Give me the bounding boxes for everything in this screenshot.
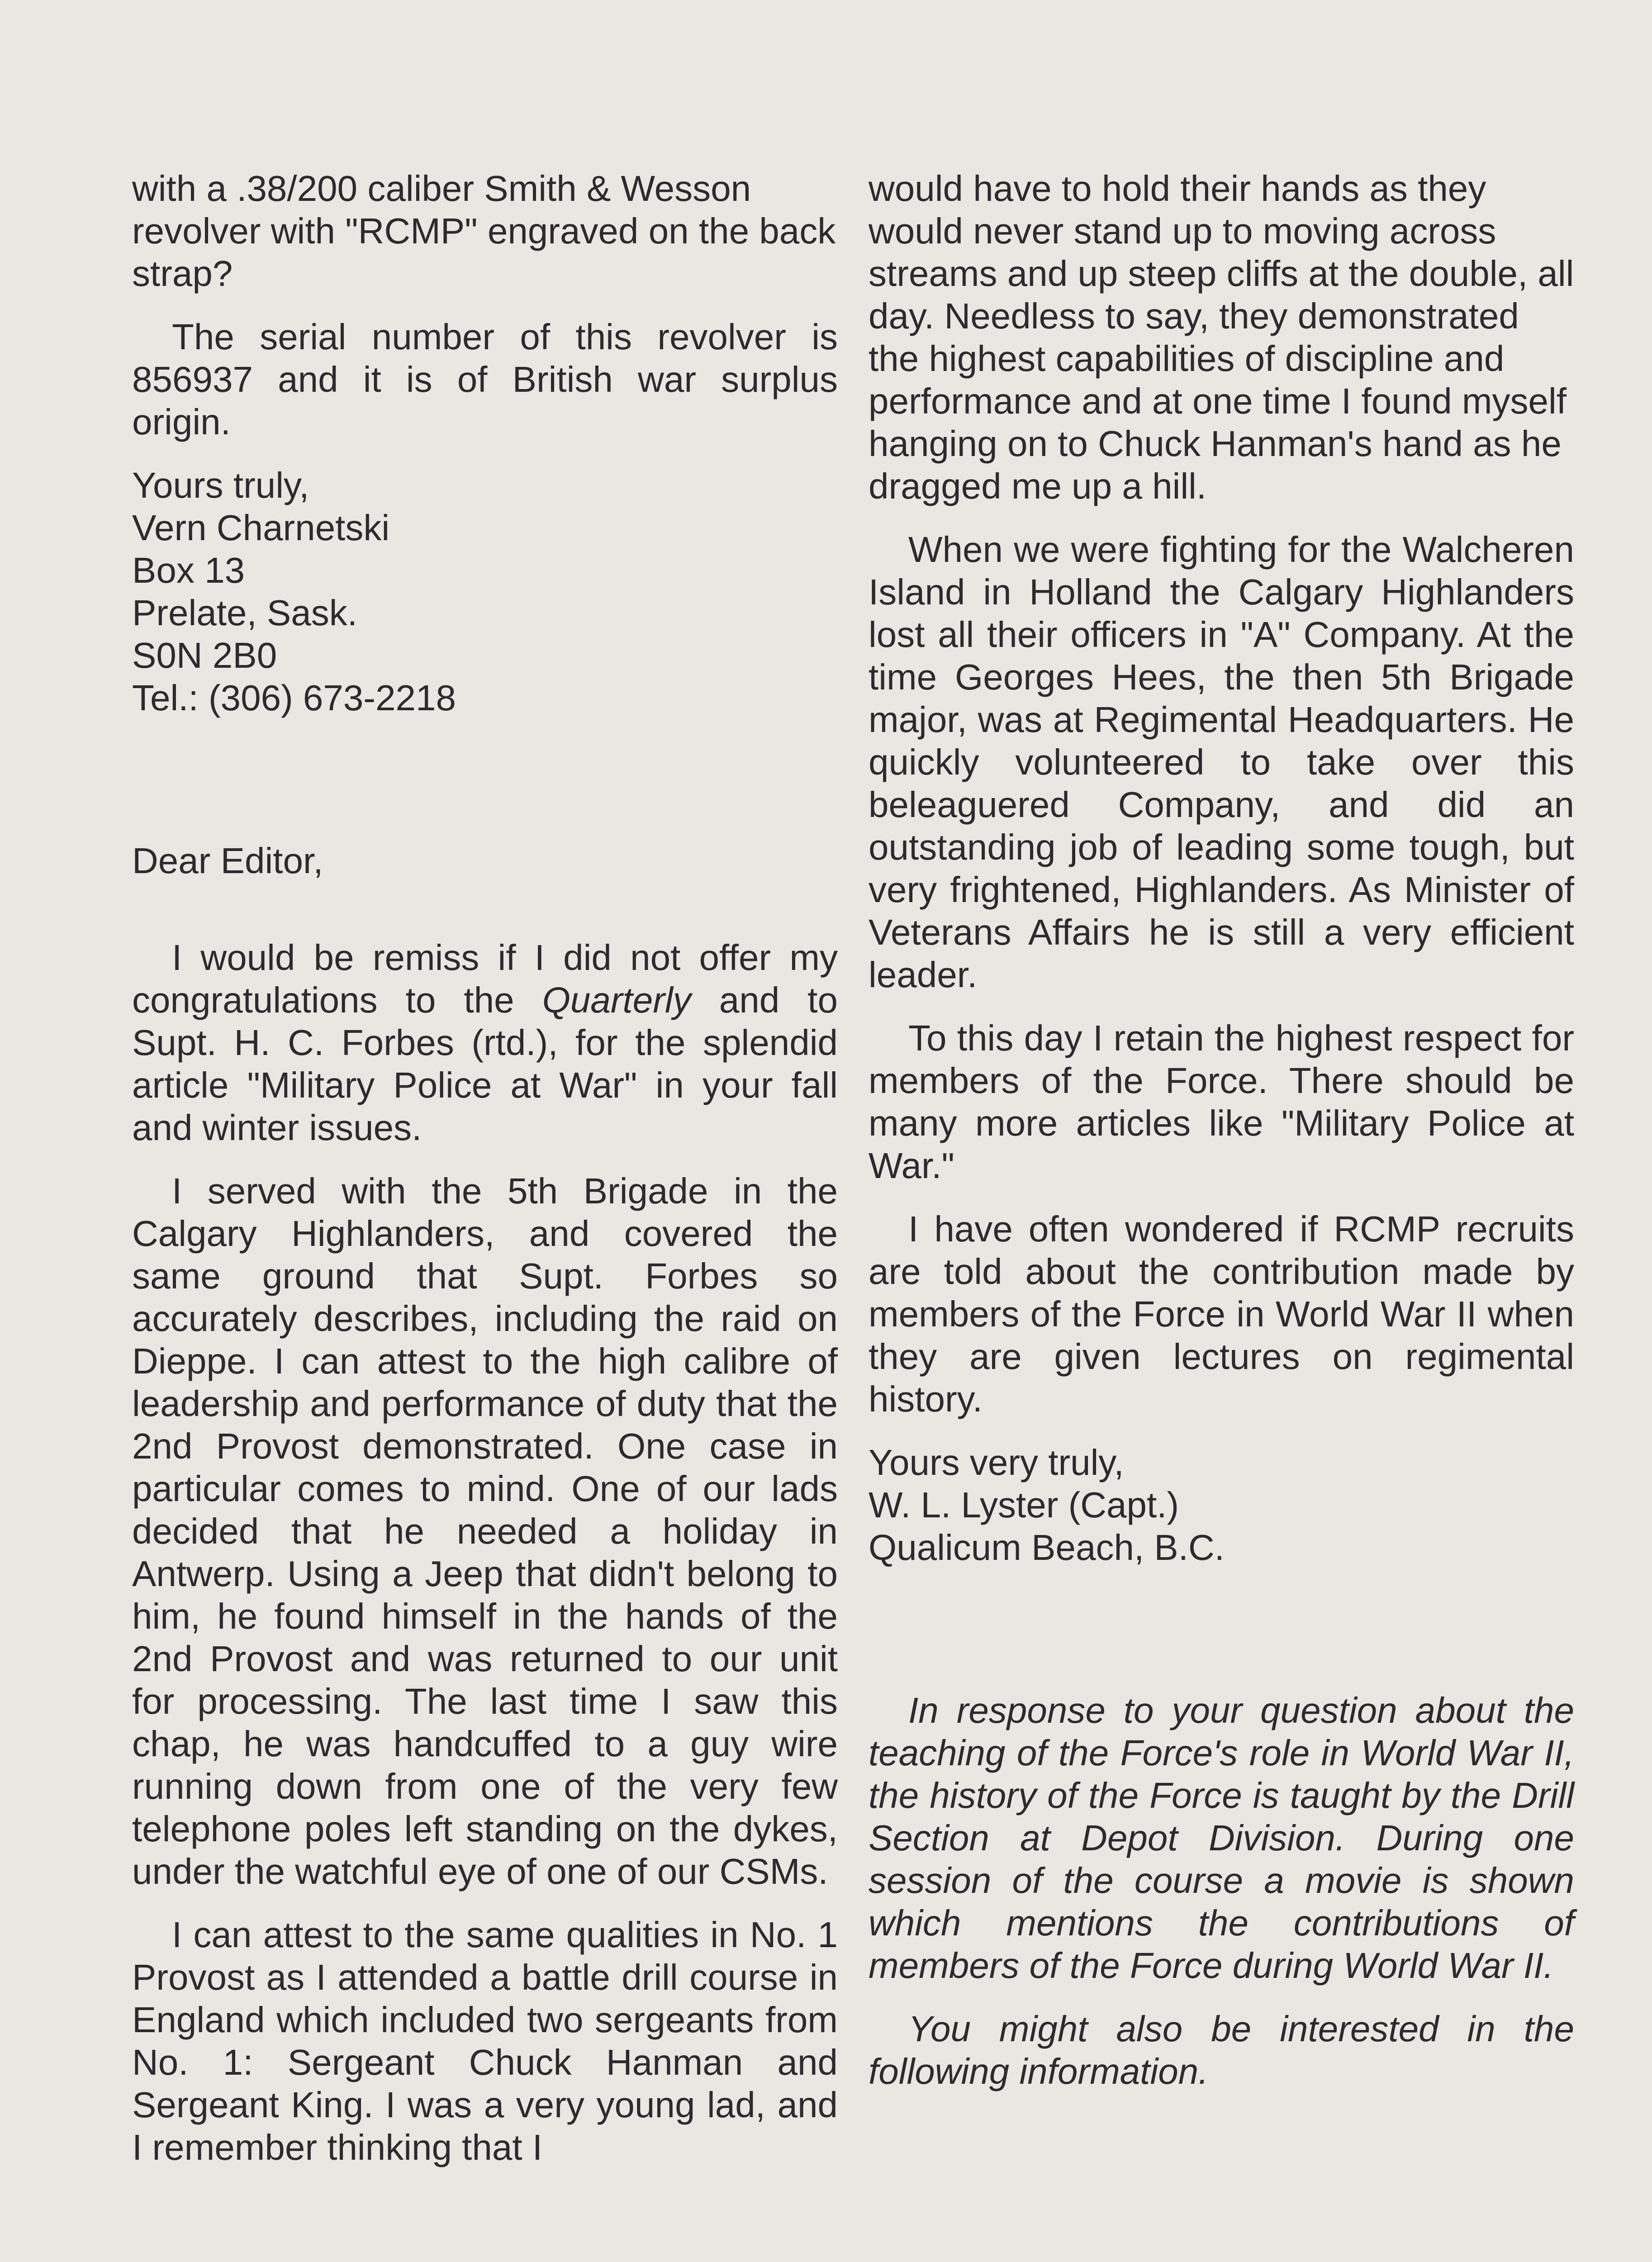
right-column [869, 167, 1574, 2114]
serial-paragraph: The serial number of this revolver is 856937 and it is of British war surplus origin. [132, 317, 838, 442]
signature-line: Tel.: (306) 673-2218 [132, 678, 456, 718]
walcheren-paragraph: When we were fighting for the Walcheren Island in Holland the Calgary Highlanders lost all their officers in "A" Company. At the time Georges Hees, the then 5th Brigade major, was at Regimental Headquarters. He quickly volunteered to take over this beleaguered Company, and did an outstanding job of leading some tough, but very frightened, Highlanders. As Minister of Veterans Affairs he is still a very efficient leader. [869, 529, 1574, 995]
signature-line: Vern Charnetski [132, 508, 390, 548]
continued-paragraph: would have to hold their hands as they would never stand up to moving across streams and up steep cliffs at the double, all day. Needless to say, they demonstrated the highest capabilities of discipline and performance and at one time I found myself hanging on to Chuck Hanman's hand as he dragged me up a hill. [869, 168, 1574, 506]
respect-paragraph: To this day I retain the highest respect for members of the Force. There should be many more articles like "Military Police at War." [869, 1018, 1574, 1186]
signature-line: W. L. Lyster (Capt.) [869, 1485, 1179, 1525]
signature-line: Box 13 [132, 550, 245, 590]
signature-line: Prelate, Sask. [132, 593, 358, 633]
salutation: Dear Editor, [132, 841, 323, 881]
spacer [869, 1590, 1574, 1689]
editor-reply [869, 1689, 1574, 2093]
remiss-text-1: I would be remiss if I did not offer my congratulations to the [132, 937, 838, 1020]
intro-paragraph: with a .38/200 caliber Smith & Wesson revolver with "RCMP" engraved on the back strap? [132, 168, 836, 294]
signature-line: Qualicum Beach, B.C. [869, 1527, 1225, 1568]
remiss-text-2: and to Supt. H. C. Forbes (rtd.), for the splendid article "Military Police at War" in your fall and winter issues. [132, 980, 838, 1148]
signature-line: Yours very truly, [869, 1442, 1124, 1483]
signature-charnetski [132, 464, 838, 719]
attest-paragraph: I can attest to the same qualities in No. 1 Provost as I attended a battle drill course in England which included two sergeants from No. 1: Sergeant Chuck Hanman and Sergeant King. I was a very young lad, and I remember thinking that I [132, 1915, 838, 2167]
left-column [132, 167, 838, 2190]
quarterly-title: Quarterly [542, 980, 691, 1020]
reply-paragraph: In response to your question about the teaching of the Force's role in World War II, the history of the Force is taught by the Drill Section at Depot Division. During one session of the course a movie is shown which mentions the contributions of members of the Force during World War II. [869, 1690, 1574, 1986]
signature-line: S0N 2B0 [132, 635, 277, 675]
wondered-paragraph: I have often wondered if RCMP recruits are told about the contribution made by members of the Force in World War II when they are given lectures on regimental history. [869, 1209, 1574, 1419]
spacer [132, 740, 838, 840]
signature-line: Yours truly, [132, 465, 309, 505]
signature-lyster [869, 1441, 1574, 1569]
served-paragraph: I served with the 5th Brigade in the Calgary Highlanders, and covered the same ground that Supt. Forbes so accurately describes, including the raid on Dieppe. I can attest to the high calibre of leadership and performance of duty that the 2nd Provost demonstrated. One case in particular comes to mind. One of our lads decided that he needed a holiday in Antwerp. Using a Jeep that didn't belong to him, he found himself in the hands of the 2nd Provost and was returned to our unit for processing. The last time I saw this chap, he was handcuffed to a guy wire running down from one of the very few telephone poles left standing on the dykes, under the watchful eye of one of our CSMs. [132, 1171, 838, 1891]
remiss-paragraph [132, 936, 838, 1149]
reply-paragraph: You might also be interested in the following information. [869, 2009, 1574, 2091]
